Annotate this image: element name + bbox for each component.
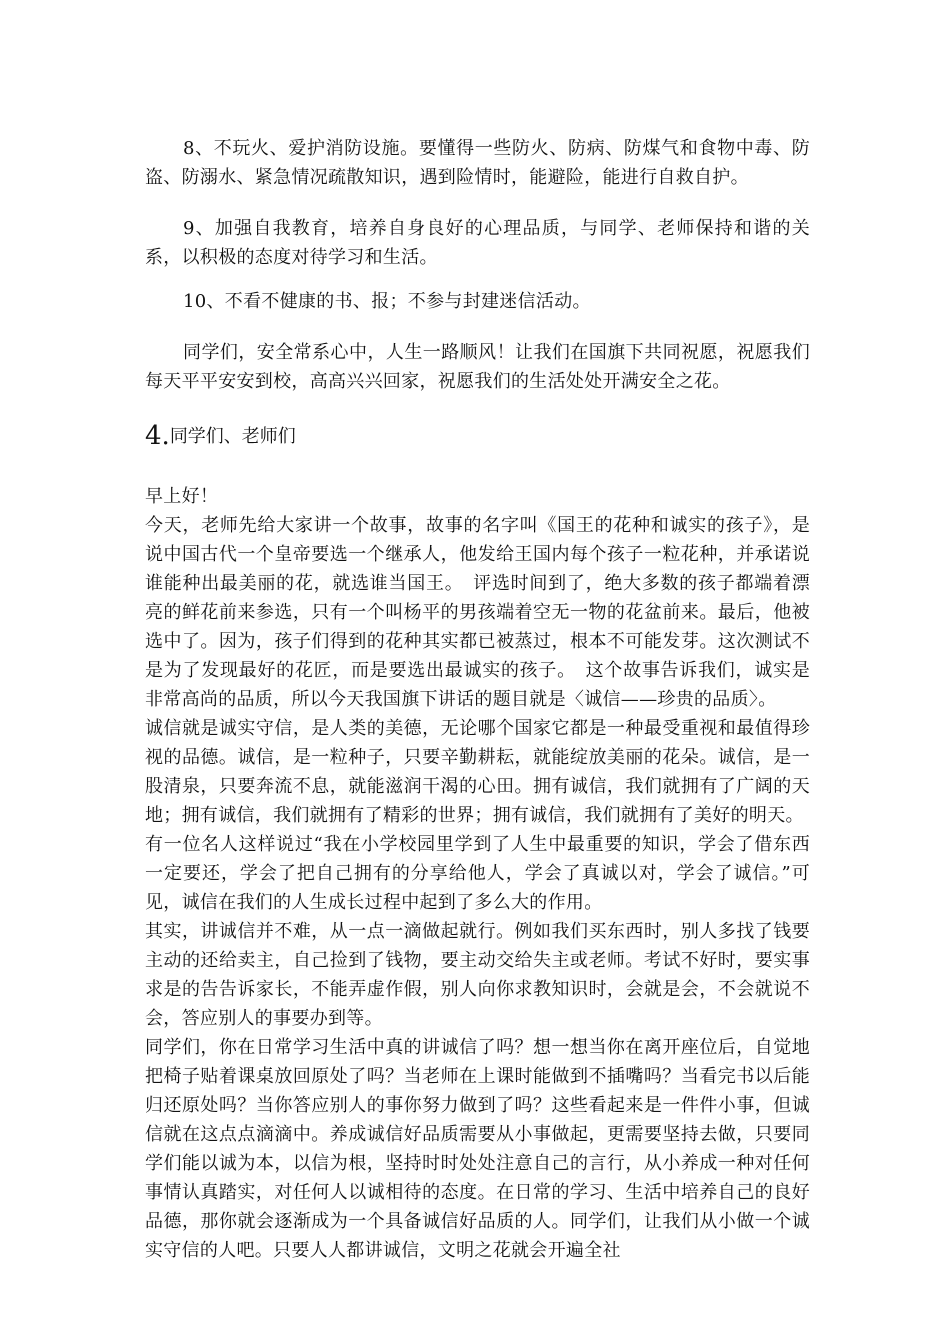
speech-body xyxy=(145,482,810,1265)
item-10-paragraph: 10、不看不健康的书、报；不参与封建迷信活动。 xyxy=(183,291,591,312)
speech-paragraph-2: 诚信就是诚实守信，是人类的美德，无论哪个国家它都是一种最受重视和最值得珍视的品德。诚信，是一粒种子，只要辛勤耕耘，就能绽放美丽的花朵。诚信，是一股清泉，只要奔流不息，就能滋润干渴的心田。拥有诚信，我们就拥有了广阔的天地；拥有诚信，我们就拥有了精彩的世界；拥有诚信，我们就拥有了美好的明天。 xyxy=(145,718,810,826)
item-9-paragraph: 9、加强自我教育，培养自身良好的心理品质，与同学、老师保持和谐的关系，以积极的态度对待学习和生活。 xyxy=(145,218,810,268)
greeting-line: 早上好！ xyxy=(145,486,219,507)
speech-paragraph-3: 有一位名人这样说过“我在小学校园里学到了人生中最重要的知识，学会了借东西一定要还，学会了把自己拥有的分享给他人，学会了真诚以对，学会了诚信。”可见，诚信在我们的人生成长过程中起到了多么大的作用。 xyxy=(145,834,810,913)
speech-paragraph-4: 其实，讲诚信并不难，从一点一滴做起就行。例如我们买东西时，别人多找了钱要主动的还给卖主，自己捡到了钱物，要主动交给失主或老师。考试不好时，要实事求是的告告诉家长，不能弄虚作假，别人向你求教知识时，会就是会，不会就说不会，答应别人的事要办到等。 xyxy=(145,921,810,1029)
section-title: 同学们、老师们 xyxy=(169,426,296,447)
section-number: 4. xyxy=(145,421,170,451)
closing-paragraph: 同学们，安全常系心中，人生一路顺风！让我们在国旗下共同祝愿，祝愿我们每天平平安安到校，高高兴兴回家，祝愿我们的生活处处开满安全之花。 xyxy=(145,342,810,392)
item-8-paragraph: 8、不玩火、爱护消防设施。要懂得一些防火、防病、防煤气和食物中毒、防盗、防溺水、紧急情况疏散知识，遇到险情时，能避险，能进行自救自护。 xyxy=(145,138,810,188)
section-4-heading xyxy=(145,420,296,453)
speech-paragraph-1: 今天，老师先给大家讲一个故事，故事的名字叫《国王的花种和诚实的孩子》，是说中国古代一个皇帝要选一个继承人，他发给王国内每个孩子一粒花种，并承诺说谁能种出最美丽的花，就选谁当国王。 评选时间到了，绝大多数的孩子都端着漂亮的鲜花前来参选，只有一个叫杨平的男孩端着空无一物的花盆前来。最后，他被选中了。因为，孩子们得到的花种其实都已被蒸过，根本不可能发芽。这次测试不是为了发现最好的花匠，而是要选出最诚实的孩子。 这个故事告诉我们，诚实是非常高尚的品质，所以今天我国旗下讲话的题目就是〈诚信——珍贵的品质〉。 xyxy=(145,515,810,710)
speech-paragraph-5: 同学们，你在日常学习生活中真的讲诚信了吗？想一想当你在离开座位后，自觉地把椅子贴着课桌放回原处了吗？当老师在上课时能做到不插嘴吗？当看完书以后能归还原处吗？当你答应别人的事你努力做到了吗？这些看起来是一件件小事，但诚信就在这点点滴滴中。养成诚信好品质需要从小事做起，更需要坚持去做，只要同学们能以诚为本，以信为根，坚持时时处处注意自己的言行，从小养成一种对任何事情认真踏实，对任何人以诚相待的态度。在日常的学习、生活中培养自己的良好品德，那你就会逐渐成为一个具备诚信好品质的人。同学们，让我们从小做一个诚实守信的人吧。只要人人都讲诚信，文明之花就会开遍全社 xyxy=(145,1037,810,1261)
